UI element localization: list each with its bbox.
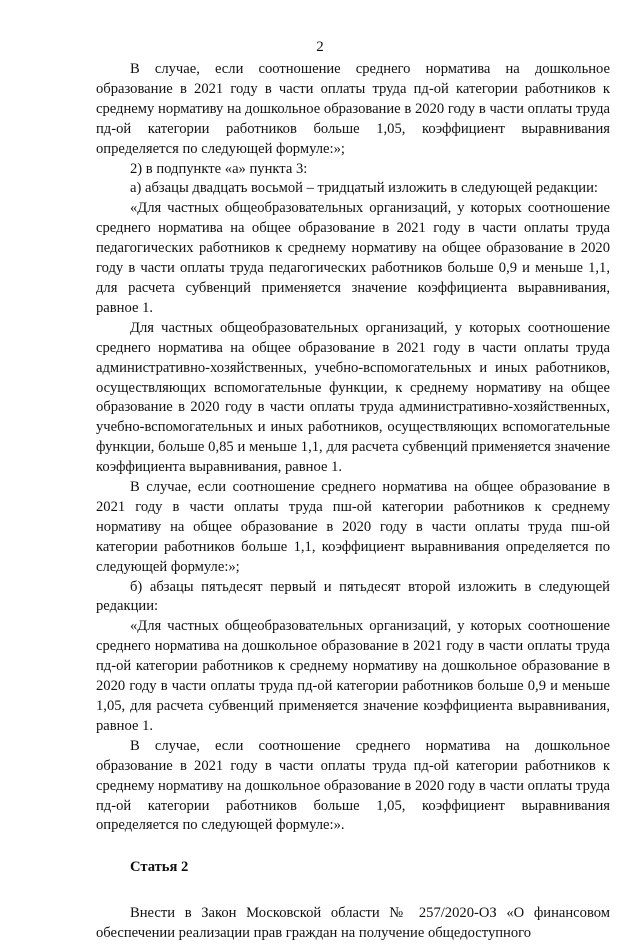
- paragraph-subitem-a: а) абзацы двадцать восьмой – тридцатый изложить в следующей редакции:: [130, 180, 598, 197]
- document-body: [96, 60, 610, 944]
- paragraph-equalization-general: В случае, если соотношение среднего норматива на общее образование в 2021 году в части оплаты труда пш-ой категории работников к среднему нормативу на общее образование в 2020 году в части оплаты труда пш-ой категории работников больше 1,1, коэффициент выравнивания определяется по следующей формуле:»;: [96, 479, 610, 575]
- article-heading: Статья 2: [130, 859, 189, 876]
- paragraph-support-staff-ratio: Для частных общеобразовательных организаций, у которых соотношение среднего норматива на общее образование в 2021 году в части оплаты труда административно-хозяйственных, учебно-вспомогательных и иных работников, осуществляющих вспомогательные функции, к среднему нормативу на общее образование в 2020 году в части оплаты труда административно-хозяйственных, учебно-вспомогательных и иных работников, осуществляющих вспомогательные функции, больше 0,85 и меньше 1,1, для расчета субвенций применяется значение коэффициента выравнивания, равное 1.: [96, 319, 610, 476]
- article-text: Внести в Закон Московской области № 257/2020-ОЗ «О финансовом обеспечении реализации прав граждан на получение общедоступного: [96, 905, 610, 942]
- paragraph-teachers-ratio: «Для частных общеобразовательных организаций, у которых соотношение среднего норматива на общее образование в 2021 году в части оплаты труда педагогических работников к среднему нормативу на общее образование в 2020 году в части оплаты труда педагогических работников больше 0,9 и меньше 1,1, для расчета субвенций применяется значение коэффициента выравнивания, равное 1.: [96, 200, 610, 316]
- paragraph-subitem-2: 2) в подпункте «а» пункта 3:: [130, 160, 308, 177]
- paragraph-equalization-preschool: В случае, если соотношение среднего норматива на дошкольное образование в 2021 году в части оплаты труда пд-ой категории работников к среднему нормативу на дошкольное образование в 2020 году в части оплаты труда пд-ой категории работников больше 1,05, коэффициент выравнивания определяется по следующей формуле:»;: [96, 61, 610, 157]
- paragraph-preschool-ratio: «Для частных общеобразовательных организаций, у которых соотношение среднего норматива на дошкольное образование в 2021 году в части оплаты труда пд-ой категории работников к среднему нормативу на дошкольное образование в 2020 году в части оплаты труда пд-ой категории работников больше 0,9 и меньше 1,05, для расчета субвенций применяется значение коэффициента выравнивания, равное 1.: [96, 618, 610, 734]
- paragraph-equalization-preschool-2: В случае, если соотношение среднего норматива на дошкольное образование в 2021 году в части оплаты труда пд-ой категории работников к среднему нормативу на дошкольное образование в 2020 году в части оплаты труда пд-ой категории работников больше 1,05, коэффициент выравнивания определяется по следующей формуле:».: [96, 737, 610, 834]
- paragraph-subitem-b: б) абзацы пятьдесят первый и пятьдесят второй изложить в следующей редакции:: [96, 578, 610, 615]
- page-number: 2: [316, 39, 324, 55]
